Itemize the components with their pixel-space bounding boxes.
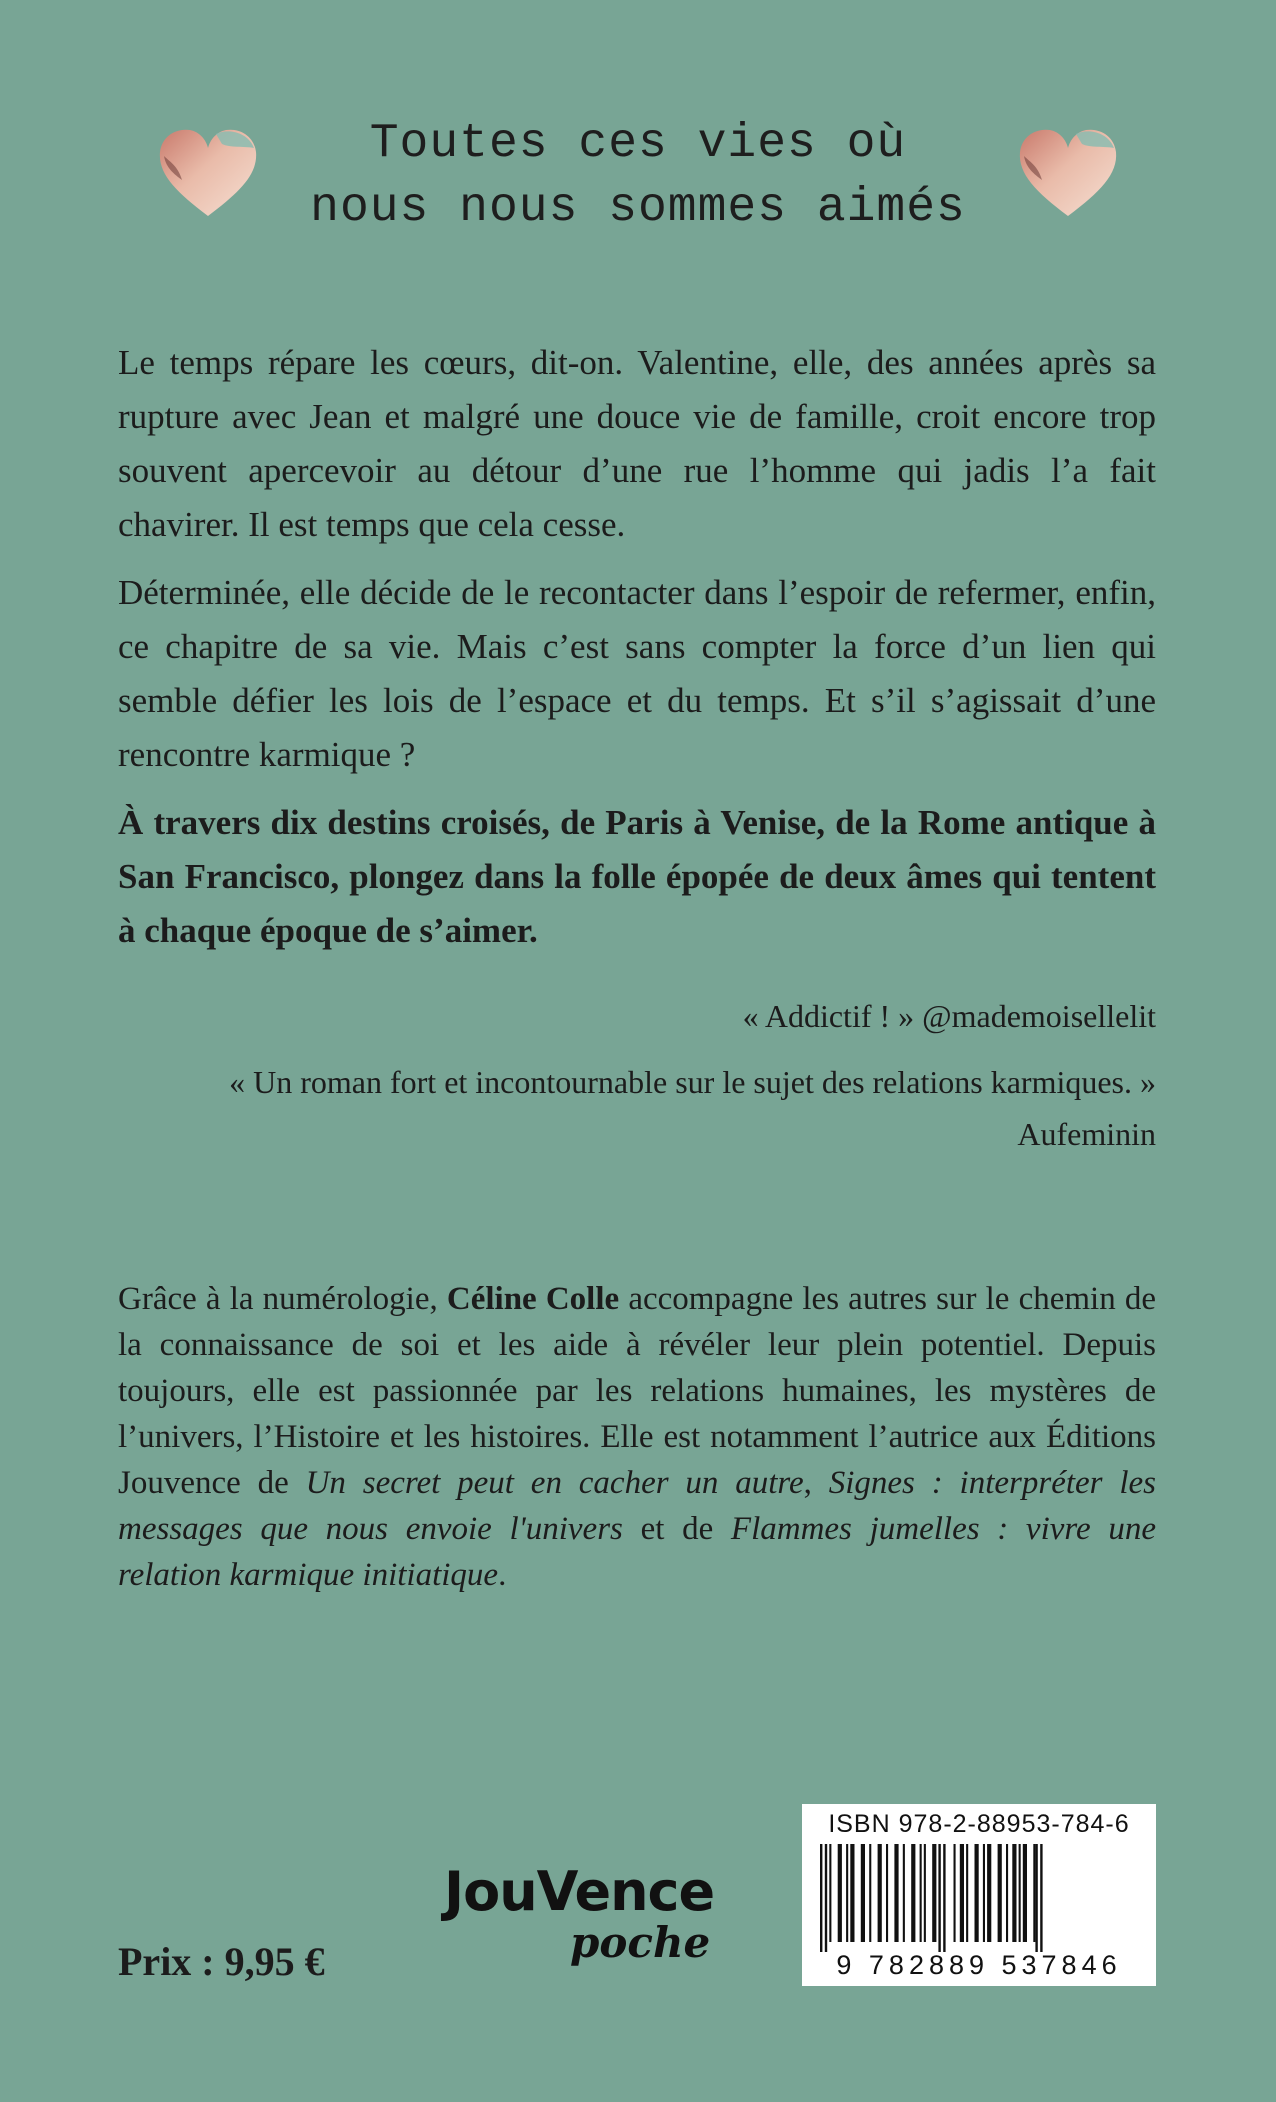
- barcode-bar: [966, 1844, 968, 1942]
- barcode-bar: [960, 1844, 964, 1942]
- book-title-line1: Toutes ces vies où: [369, 117, 907, 171]
- barcode-bar: [894, 1844, 898, 1942]
- barcode-bar: [825, 1844, 827, 1952]
- bio-end: .: [498, 1557, 507, 1593]
- author-name: Céline Colle: [446, 1281, 620, 1317]
- review-quotes: [118, 990, 1156, 1174]
- bio-intro: Grâce à la numérologie,: [118, 1281, 447, 1317]
- barcode-bar: [987, 1844, 991, 1942]
- synopsis: [118, 336, 1156, 972]
- book-title-3: Flammes jumelles : vivre une relation karmique initiatique: [118, 1511, 1156, 1593]
- synopsis-tagline: À travers dix destins croisés, de Paris à Venise, de la Rome antique à San Francisco, plongez dans la folle épopée de deux âmes qui tentent à chaque époque de s’aimer.: [118, 803, 1156, 950]
- publisher-logo: [440, 1860, 740, 1980]
- logo-main: JouVence: [444, 1860, 715, 1923]
- barcode-bar: [903, 1844, 905, 1942]
- barcode-bar: [1033, 1844, 1035, 1942]
- book-title-2: Signes : interpréter les messages que nous envoie l'univers: [118, 1465, 1156, 1547]
- barcode-bar: [911, 1844, 915, 1942]
- price: Prix : 9,95 €: [118, 1939, 325, 1984]
- barcode-bar: [846, 1844, 848, 1942]
- book-title-line2: nous nous sommes aimés: [310, 181, 966, 235]
- author-bio-text: [118, 1276, 1156, 1598]
- barcode-bar: [938, 1844, 940, 1952]
- quote-1: « Addictif ! » @mademoisellelit: [742, 998, 1156, 1034]
- barcode-bar: [1012, 1844, 1016, 1942]
- barcode-bar: [1035, 1844, 1037, 1952]
- bio-separator-2: et de: [622, 1511, 731, 1547]
- book-title-1: Un secret peut en cacher un autre: [305, 1465, 804, 1501]
- logo-sub: poche: [570, 1918, 711, 1967]
- bio-body: accompagne les autres sur le chemin de la connaissance de soi et les aide à révéler leur plein potentiel. Depuis toujours, elle est passionnée par les relations humaines, les mystères de l’univers, l’Histoire et les histoires. Elle est notamment l’autrice aux Éditions Jouvence de: [118, 1281, 1157, 1501]
- barcode-bars: [818, 1844, 1140, 1952]
- barcode-bar: [954, 1844, 956, 1942]
- barcode-bar: [869, 1844, 871, 1942]
- book-title: [0, 112, 1276, 240]
- barcode-bar: [975, 1844, 979, 1942]
- barcode-bar: [920, 1844, 922, 1942]
- barcode-bar: [850, 1844, 854, 1942]
- barcode-bar: [983, 1844, 985, 1942]
- barcode-bar: [1019, 1844, 1021, 1942]
- barcode-digits: 9 782889 537846: [836, 1950, 1122, 1980]
- barcode-bar: [838, 1844, 842, 1942]
- synopsis-paragraph-1: Le temps répare les cœurs, dit-on. Valentine, elle, des années après sa rupture avec Jean et malgré une douce vie de famille, croit encore trop souvent apercevoir au détour d’une rue l’homme qui jadis l’a fait chavirer. Il est temps que cela cesse.: [118, 343, 1156, 544]
- barcode-bar: [829, 1844, 831, 1942]
- barcode-bar: [1023, 1844, 1027, 1942]
- barcode-bar: [1040, 1844, 1042, 1952]
- barcode-bar: [1006, 1844, 1008, 1942]
- barcode-bar: [998, 1844, 1002, 1942]
- barcode-bar: [878, 1844, 882, 1942]
- barcode-bar: [943, 1844, 945, 1952]
- author-bio: [118, 1276, 1156, 1598]
- barcode-bar: [886, 1844, 888, 1942]
- barcode: [802, 1804, 1156, 1986]
- barcode-bar: [924, 1844, 926, 1942]
- barcode-bar: [820, 1844, 822, 1952]
- quote-2-source: Aufeminin: [1017, 1116, 1156, 1152]
- synopsis-paragraph-2: Déterminée, elle décide de le recontacter dans l’espoir de refermer, enfin, ce chapitre de sa vie. Mais c’est sans compter la force d’un lien qui semble défier les lois de l’espace et du temps. Et s’il s’agissait d’une rencontre karmique ?: [118, 573, 1156, 774]
- barcode-bar: [932, 1844, 936, 1942]
- quote-2: « Un roman fort et incontournable sur le sujet des relations karmiques. »: [229, 1064, 1156, 1100]
- bio-separator-1: ,: [803, 1465, 829, 1501]
- barcode-bar: [861, 1844, 865, 1942]
- isbn-label: ISBN 978-2-88953-784-6: [828, 1810, 1130, 1838]
